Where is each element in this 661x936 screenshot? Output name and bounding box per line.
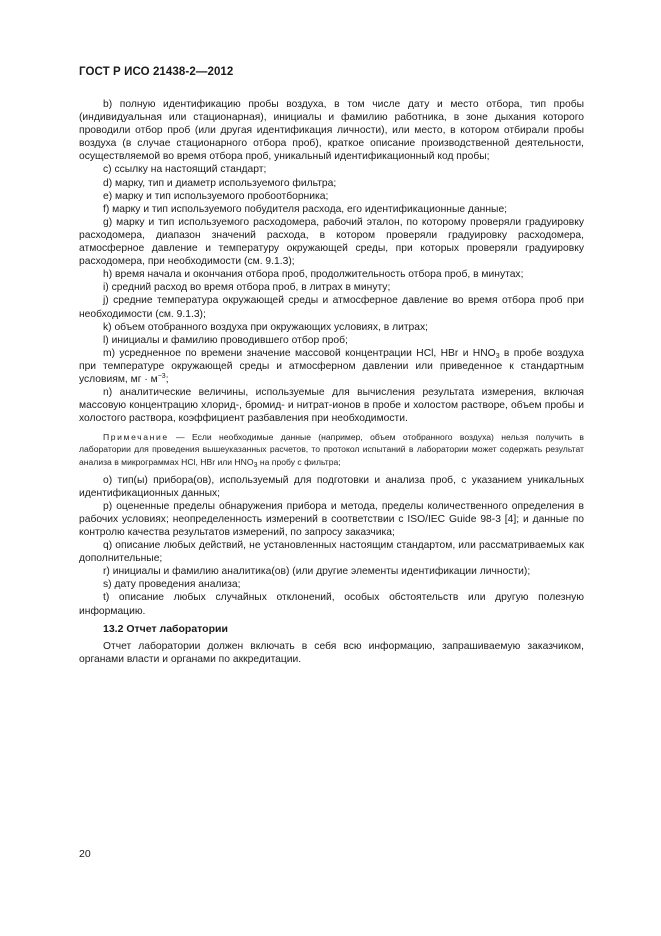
item-m-text-2: в пробе воздуха при температуре окружающей среды и атмосферном давлении или приведенное к стандартным условиям, мг · м [79, 347, 585, 385]
list-item-l: l) инициалы и фамилию проводившего отбор проб; [103, 334, 348, 346]
list-item-i: i) средний расход во время отбора проб, в литрах в минуту; [103, 282, 391, 294]
note-text-2: на пробу с фильтра; [257, 456, 341, 467]
item-m-text-1: m) усредненное по времени значение массовой концентрации HCl, HBr и HNO [103, 347, 496, 359]
list-item-k: k) объем отобранного воздуха при окружающих условиях, в литрах; [103, 321, 429, 333]
note-label: Примечание [103, 432, 169, 443]
list-item-q: q) описание любых действий, не установленных настоящим стандартом, или рассматриваемых как дополнительные; [79, 540, 584, 565]
list-item-b: b) полную идентификацию пробы воздуха, в том числе дату и место отбора, тип пробы (индивидуальная или стационарная), инициалы и фамилию работника, в зоне дыхания которого проводили отбор проб (или другая идентификация личности), или место, в котором отбирали пробы воздуха (в случае стационарного отбора проб), краткое описание производственной деятельности, осуществляемой во время отбора проб, уникальный идентификационный код пробы; [79, 99, 584, 163]
note-subscript: 3 [253, 461, 258, 469]
list-item-g: g) марку и тип используемого расходомера, рабочий эталон, по которому проверяли градуировку расходомера, диапазон значений расхода, в котором проверяли градуировку расходомера, атмосферное давление и температуру окружающей среды, при которых проверяли градуировку расходомера, при необходимости (см. 9.1.3); [79, 216, 584, 268]
list-item-s: s) дату проведения анализа; [103, 579, 241, 591]
list-item-t: t) описание любых случайных отклонений, особых обстоятельств или другую полезную информацию. [79, 592, 584, 617]
note-paragraph [79, 431, 584, 467]
list-item-d: d) марку, тип и диаметр используемого фильтра; [103, 177, 337, 189]
list-item-e: e) марку и тип используемого пробоотборника; [103, 190, 329, 202]
section-paragraph: Отчет лаборатории должен включать в себя всю информацию, запрашиваемую заказчиком, органами власти и органами по аккредитации. [79, 640, 584, 665]
item-m-subscript: 3 [495, 352, 500, 360]
list-item-f: f) марку и тип используемого побудителя расхода, его идентификационные данные; [103, 203, 508, 215]
list-item-h: h) время начала и окончания отбора проб, продолжительность отбора проб, в минутах; [103, 269, 524, 281]
document-body [79, 98, 584, 666]
list-item-c: c) ссылку на настоящий стандарт; [103, 164, 267, 176]
list-item-o: o) тип(ы) прибора(ов), используемый для подготовки и анализа проб, с указанием уникальных идентификационных данных; [79, 474, 584, 499]
note-text-1: — Если необходимые данные (например, объем отобранного воздуха) нельзя получить в лаборатории для проведения вышеуказанных расчетов, то протокол испытаний в лаборатории может содержать результат анализа в микрограммах HCl, HBr или HNO [79, 432, 584, 467]
section-heading: 13.2 Отчет лаборатории [103, 622, 228, 635]
list-item-p: p) оцененные пределы обнаружения прибора и метода, пределы количественного определения в рабочих условиях; неопределенность измерений в соответствии с ISO/IEC Guide 98-3 [4]; и данные по контролю качества результатов измерений, по запросу заказчика; [79, 500, 584, 538]
list-item-j: j) средние температура окружающей среды и атмосферное давление во время отбора проб при необходимости (см. 9.1.3); [79, 295, 584, 320]
list-item-m [79, 347, 584, 386]
document-header: ГОСТ Р ИСО 21438-2—2012 [79, 66, 234, 78]
list-item-n: n) аналитические величины, используемые для вычисления результата измерения, включая массовую концентрацию хлорид-, бромид- и нитрат-ионов в пробе и холостом растворе, объем пробы и холостого раствора, коэффициент разбавления при необходимости. [79, 387, 584, 425]
item-m-superscript: −3 [157, 372, 166, 380]
list-item-r: r) инициалы и фамилию аналитика(ов) (или другие элементы идентификации личности); [103, 566, 531, 578]
item-m-text-3: ; [165, 373, 169, 385]
page-number: 20 [79, 848, 91, 860]
